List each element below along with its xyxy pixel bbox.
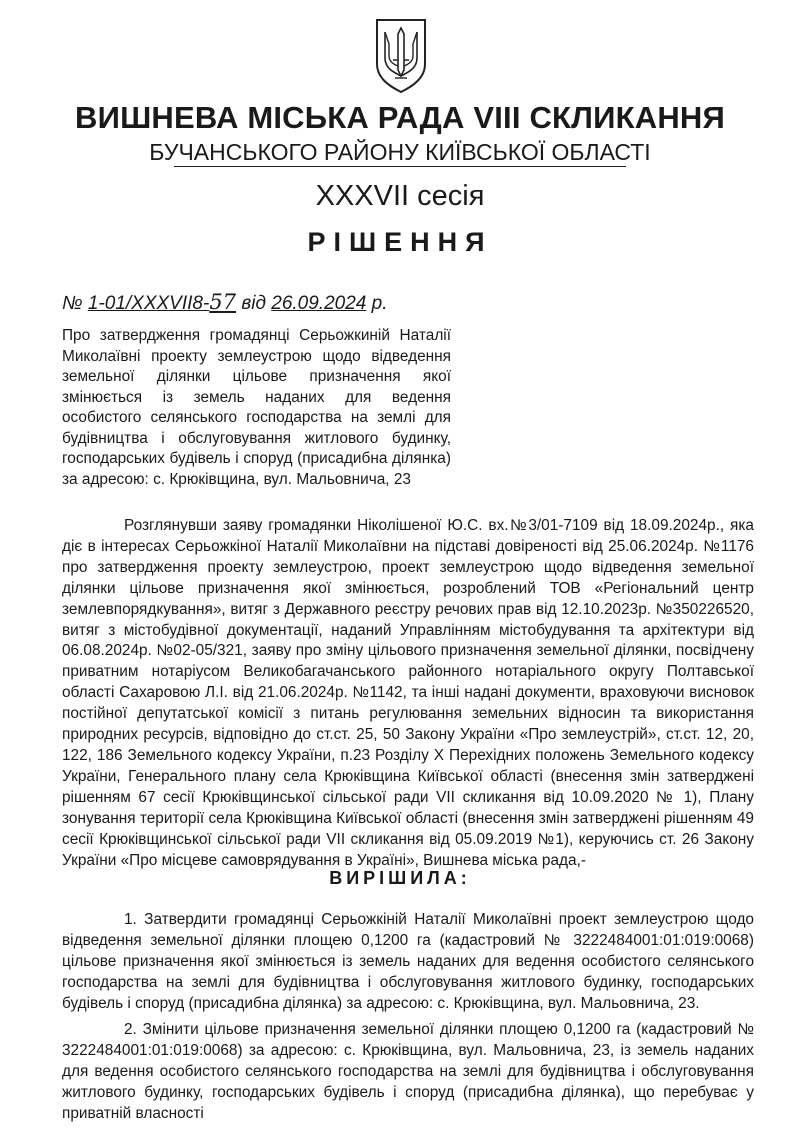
resolution-item-1: 1. Затвердити громадянці Серьожкіній Наталії Миколаївні проект землеустрою щодо відведення земельної ділянки площею 0,1200 га (кадастровий № 3222484001:01:019:0068) цільове призначення якої змінюється із земель наданих для ведення особистого селянського господарства на землі для будівництва і обслуговування житлового будинку, господарських будівель і споруд (присадибна ділянка) за адресою: с. Крюківщина, вул. Мальовнича, 23. [62, 911, 754, 1012]
decision-date: 26.09.2024 [271, 293, 367, 314]
decision-number: 1-01/XXXVII8- [87, 293, 210, 314]
date-prefix: від [241, 293, 266, 314]
date-suffix: р. [371, 293, 388, 314]
decision-number-handwritten: 57 [209, 290, 237, 314]
number-prefix: № [62, 293, 83, 314]
trident-emblem-icon [371, 14, 431, 94]
session-title: XXXVII сесія [315, 180, 485, 212]
council-title: ВИШНЕВА МІСЬКА РАДА VIII СКЛИКАННЯ [75, 100, 725, 135]
header-divider [174, 166, 626, 167]
preamble-paragraph: Розглянувши заяву громадянки Ніколішеної Ю.С. вх.№3/01-7109 від 18.09.2024р., яка діє в інтересах Серьожкіної Наталії Миколаївни на підставі довіреності від 25.06.2024р. №1176 про затвердження проекту землеустрою, проект землеустрою щодо відведення земельної ділянки цільове призначення якої змінюється, розроблений ТОВ «Регіональний центр землевпорядкування», витяг з Державного реєстру речових прав від 12.10.2023р. №350226520, витяг з містобудівної документації, наданий Управлінням містобудування та архітектури від 06.08.2024р. №02-05/321, заяву про зміну цільового призначення земельної ділянки, посвідчену приватним нотаріусом Великобагачанського районного нотаріального округу Полтавської області Сахаровою Л.І. від 21.06.2024р. №1142, та інші надані документи, враховуючи висновок постійної депутатської комісії з питань регулювання земельних відносин та використання природних ресурсів, відповідно до ст.ст. 25, 50 Закону України «Про землеустрій», ст.ст. 12, 20, 122, 186 Земельного кодексу України, п.23 Розділу X Перехідних положень Земельного кодексу України, Генерального плану села Крюківщина Київської області (внесення змін затверджені рішенням 67 сесії Крюківщинської сільської ради VII скликання від 10.09.2020 № 1), Плану зонування території села Крюківщина Київської області (внесення змін затверджені рішенням 49 сесії Крюківщинської сільської ради VII скликання від 05.09.2019 №1), керуючись ст. 26 Закону України «Про місцеве самоврядування в Україні», Вишнева міська рада,- [62, 517, 754, 869]
decision-number-line [62, 290, 387, 315]
district-title: БУЧАНСЬКОГО РАЙОНУ КИЇВСЬКОЇ ОБЛАСТІ [149, 139, 651, 165]
resolution-item-2: 2. Змінити цільове призначення земельної ділянки площею 0,1200 га (кадастровий № 3222484001:01:019:0068) за адресою: с. Крюківщина, вул. Мальовнича, 23, із земель наданих для ведення особистого селянського господарства на землі для будівництва і обслуговування житлового будинку, господарських будівель і споруд (присадибна ділянка), що перебуває у приватній власності [62, 1021, 754, 1122]
resolved-heading: ВИРІШИЛА: [329, 868, 471, 888]
decision-subject: Про затвердження громадянці Серьожкиній Наталії Миколаївні проекту землеустрою щодо відведення земельної ділянки цільове призначення якої змінюється із земель наданих для ведення особистого селянського господарства на землі для будівництва і обслуговування житлового будинку, господарських будівель і споруд (присадибна ділянка) за адресою: с. Крюківщина, вул. Мальовнича, 23 [62, 327, 451, 488]
document-type-title: РІШЕННЯ [307, 227, 493, 257]
